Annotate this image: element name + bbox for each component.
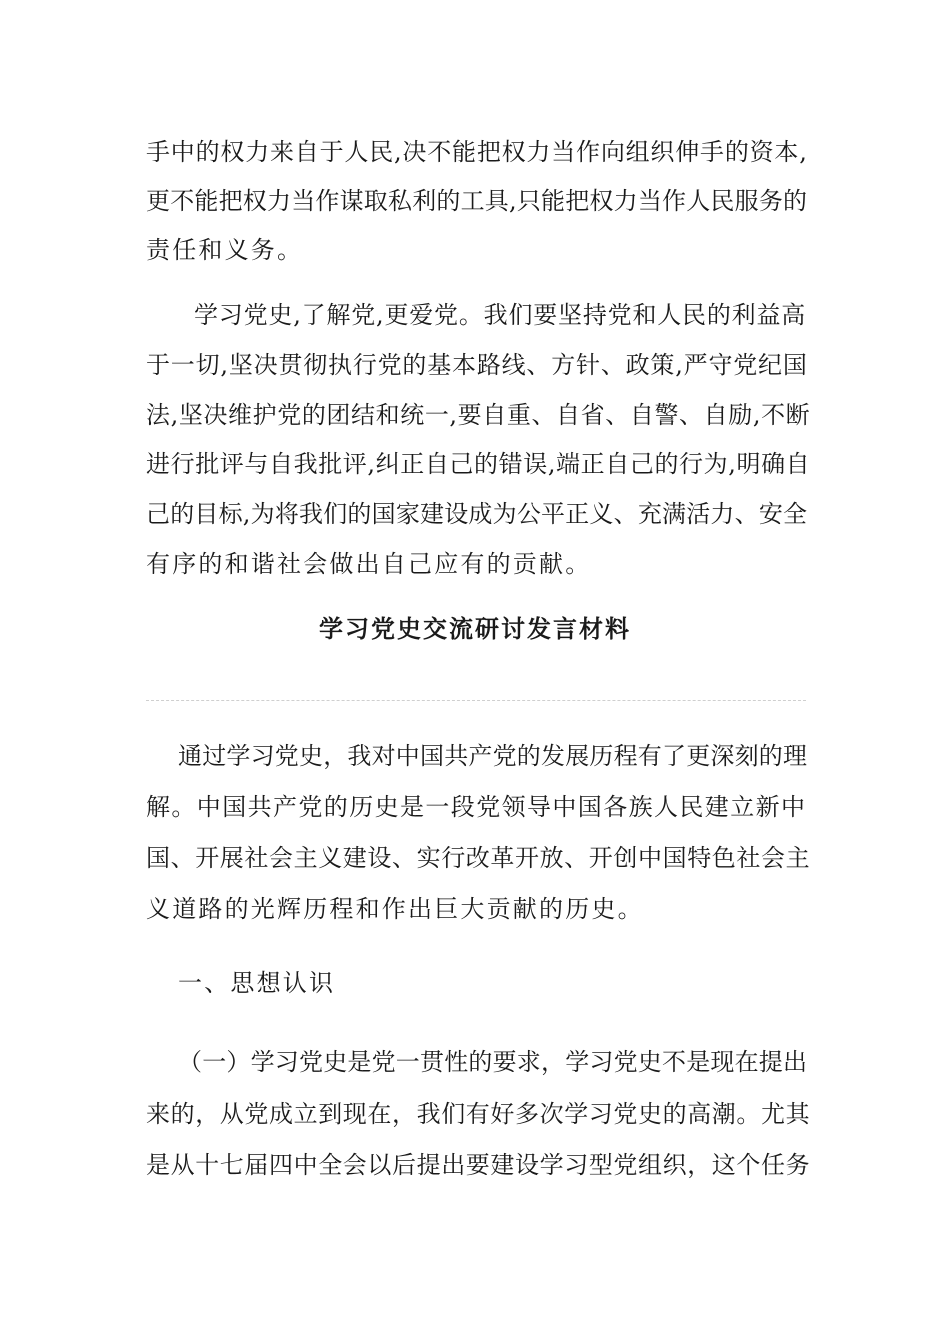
section-divider bbox=[146, 700, 806, 701]
paragraph-line: 于一切,坚决贯彻执行党的基本路线、方针、政策,严守党纪国 bbox=[146, 351, 808, 379]
paragraph-line: 国、开展社会主义建设、实行改革开放、开创中国特色社会主 bbox=[146, 844, 811, 872]
paragraph-line: 责任和义务。 bbox=[146, 236, 304, 264]
paragraph-line: 更不能把权力当作谋取私利的工具,只能把权力当作人民服务的 bbox=[146, 187, 808, 215]
paragraph-line: 义道路的光辉历程和作出巨大贡献的历史。 bbox=[146, 895, 644, 923]
paragraph-line: 是从十七届四中全会以后提出要建设学习型党组织，这个任务 bbox=[146, 1151, 811, 1179]
paragraph-line: 解。中国共产党的历史是一段党领导中国各族人民建立新中 bbox=[146, 793, 807, 821]
paragraph-line: 法,坚决维护党的团结和统一,要自重、自省、自警、自励,不断 bbox=[146, 401, 811, 429]
section-heading: 一、思想认识 bbox=[178, 969, 336, 997]
paragraph-line: 通过学习党史，我对中国共产党的发展历程有了更深刻的理 bbox=[178, 742, 808, 770]
paragraph-line: 手中的权力来自于人民,决不能把权力当作向组织伸手的资本, bbox=[146, 138, 808, 166]
paragraph-line: （一）学习党史是党一贯性的要求，学习党史不是现在提出 bbox=[178, 1048, 808, 1076]
paragraph-line: 学习党史,了解党,更爱党。我们要坚持党和人民的利益高 bbox=[194, 301, 807, 329]
paragraph-line: 进行批评与自我批评,纠正自己的错误,端正自己的行为,明确自 bbox=[146, 450, 811, 478]
paragraph-line: 己的目标,为将我们的国家建设成为公平正义、充满活力、安全 bbox=[146, 500, 808, 528]
article-title: 学习党史交流研讨发言材料 bbox=[319, 614, 631, 643]
paragraph-line: 来的，从党成立到现在，我们有好多次学习党史的高潮。尤其 bbox=[146, 1100, 811, 1128]
paragraph-line: 有序的和谐社会做出自己应有的贡献。 bbox=[146, 550, 592, 578]
